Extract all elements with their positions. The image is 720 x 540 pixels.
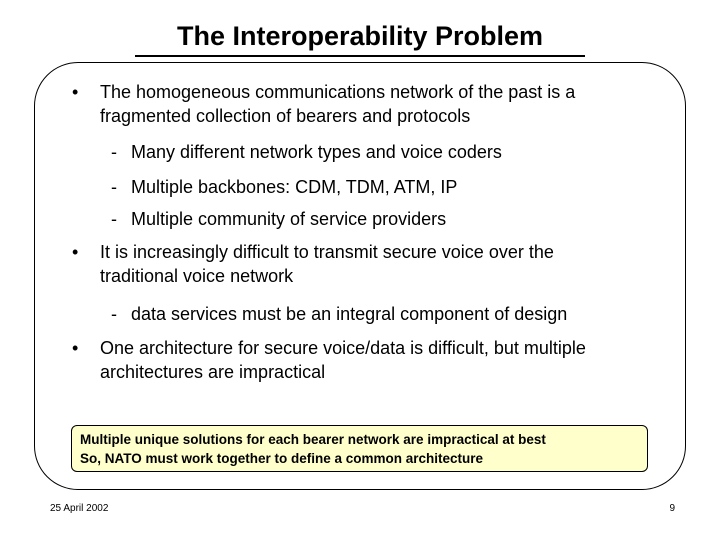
sub-bullet-1-3 xyxy=(111,207,447,231)
footer-date: 25 April 2002 xyxy=(50,503,109,514)
sub-bullet-1-2 xyxy=(111,175,458,199)
sub-bullet-text: Multiple community of service providers xyxy=(131,209,447,229)
bullet-mark: • xyxy=(72,242,79,262)
callout-line-1: Multiple unique solutions for each bearer network are impractical at best xyxy=(80,432,546,447)
bullet-mark: • xyxy=(72,338,79,358)
bullet-1-line-1: The homogeneous communications network of the past is a xyxy=(100,82,576,102)
sub-bullet-2-1 xyxy=(111,302,568,326)
sub-bullet-1-1 xyxy=(111,140,502,164)
dash-mark: - xyxy=(111,142,117,162)
bullet-2 xyxy=(72,240,554,288)
sub-bullet-text: Many different network types and voice coders xyxy=(131,142,502,162)
dash-mark: - xyxy=(111,209,117,229)
callout-line-2: So, NATO must work together to define a common architecture xyxy=(80,451,484,466)
callout-box xyxy=(71,425,648,472)
bullet-1 xyxy=(72,80,576,128)
dash-mark: - xyxy=(111,304,117,324)
bullet-1-line-2: fragmented collection of bearers and protocols xyxy=(100,106,471,126)
slide-title: The Interoperability Problem xyxy=(176,21,544,51)
sub-bullet-text: Multiple backbones: CDM, TDM, ATM, IP xyxy=(131,177,458,197)
sub-bullet-text: data services must be an integral component of design xyxy=(131,304,568,324)
page-number: 9 xyxy=(669,503,675,514)
title-underline xyxy=(135,55,585,57)
dash-mark: - xyxy=(111,177,117,197)
bullet-3-line-2: architectures are impractical xyxy=(100,362,326,382)
bullet-mark: • xyxy=(72,82,79,102)
bullet-2-line-2: traditional voice network xyxy=(100,266,294,286)
bullet-3 xyxy=(72,336,586,384)
bullet-2-line-1: It is increasingly difficult to transmit secure voice over the xyxy=(100,242,554,262)
bullet-3-line-1: One architecture for secure voice/data is difficult, but multiple xyxy=(100,338,586,358)
